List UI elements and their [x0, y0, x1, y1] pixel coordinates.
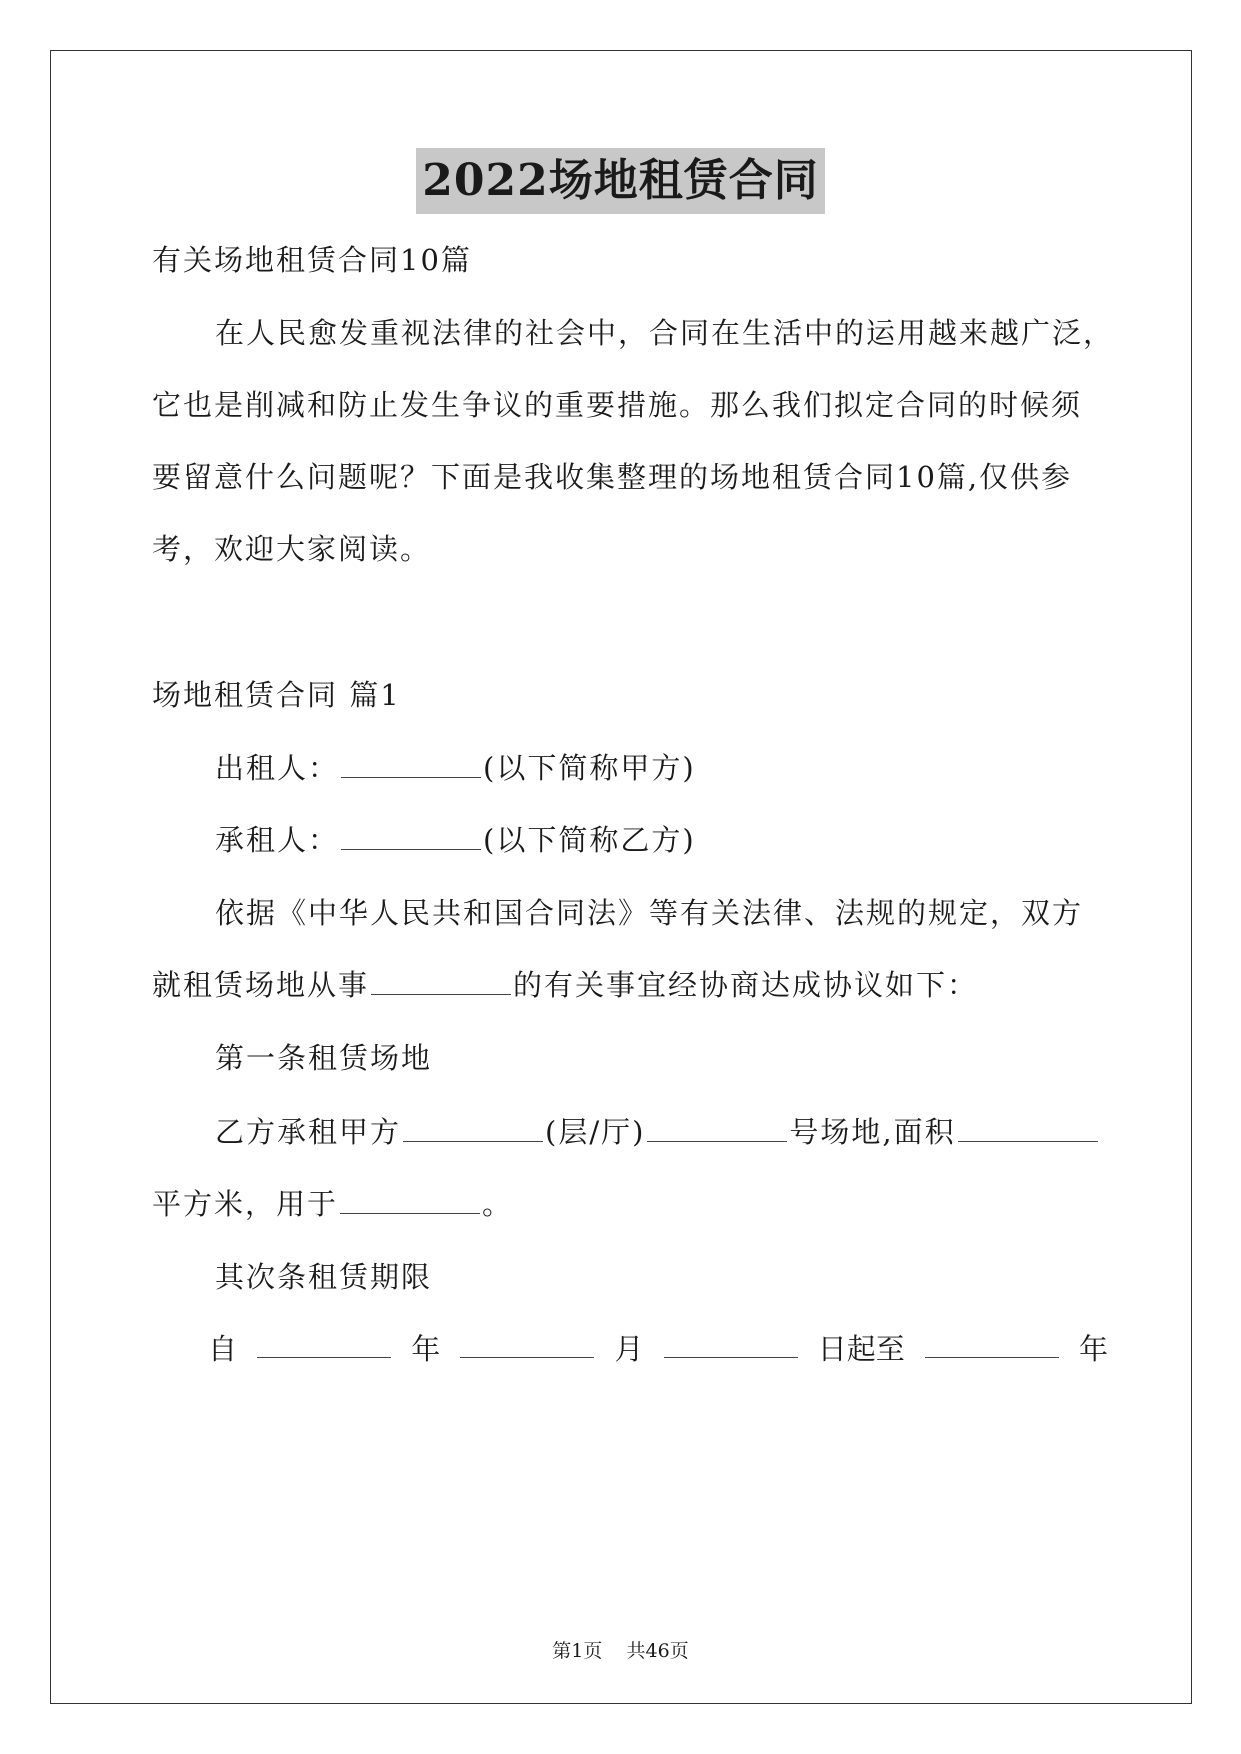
floor-blank[interactable] — [403, 1115, 543, 1142]
article1-line-2 — [152, 1186, 513, 1222]
article1-text-a: 乙方承租甲方 — [215, 1115, 402, 1149]
section-heading: 场地租赁合同 篇1 — [152, 678, 401, 712]
basis-suffix: 的有关事宜经协商达成协议如下： — [513, 968, 979, 1002]
lessor-line — [215, 750, 696, 786]
intro-line-4: 考，欢迎大家阅读。 — [152, 532, 432, 566]
basis-line-1: 依据《中华人民共和国合同法》等有关法律、法规的规定，双方 — [215, 896, 1084, 930]
site-number-blank[interactable] — [647, 1115, 787, 1142]
lessee-line — [215, 822, 696, 858]
lessor-suffix: (以下简称甲方) — [483, 751, 696, 785]
basis-prefix: 就租赁场地从事 — [152, 968, 370, 1002]
term-year: 年 — [411, 1332, 441, 1366]
term-from: 自 — [208, 1332, 238, 1366]
usage-blank[interactable] — [340, 1187, 480, 1214]
document-title: 2022场地租赁合同 — [416, 148, 824, 214]
article1-text-b: (层/厅) — [545, 1115, 646, 1149]
term-day-to: 日起至 — [817, 1332, 905, 1366]
area-blank[interactable] — [958, 1115, 1098, 1142]
intro-line-3: 要留意什么问题呢？下面是我收集整理的场地租赁合同10篇,仅供参 — [152, 460, 1073, 494]
end-year-blank[interactable] — [925, 1331, 1059, 1358]
start-month-blank[interactable] — [460, 1331, 594, 1358]
lessor-blank[interactable] — [341, 751, 481, 778]
page-footer — [0, 1636, 1241, 1663]
article1-text-c: 号场地,面积 — [789, 1115, 956, 1149]
page-border — [50, 50, 1192, 1704]
article1-text-e: 。 — [482, 1187, 514, 1221]
article2-heading: 其次条租赁期限 — [215, 1260, 433, 1294]
lessee-suffix: (以下简称乙方) — [483, 823, 696, 857]
article1-heading: 第一条租赁场地 — [215, 1041, 433, 1075]
start-day-blank[interactable] — [664, 1331, 798, 1358]
business-blank[interactable] — [371, 968, 511, 995]
start-year-blank[interactable] — [257, 1331, 391, 1358]
term-end-year: 年 — [1078, 1332, 1108, 1366]
subtitle: 有关场地租赁合同10篇 — [152, 243, 472, 277]
page-number: 第1页 — [552, 1640, 603, 1662]
article2-line-1 — [208, 1331, 1108, 1367]
lessee-blank[interactable] — [341, 823, 481, 850]
lessor-label: 出租人： — [215, 751, 340, 785]
term-month: 月 — [614, 1332, 644, 1366]
article1-text-d: 平方米，用于 — [152, 1187, 339, 1221]
lessee-label: 承租人： — [215, 823, 340, 857]
intro-line-2: 它也是削减和防止发生争议的重要措施。那么我们拟定合同的时候须 — [152, 388, 1083, 422]
intro-line-1: 在人民愈发重视法律的社会中，合同在生活中的运用越来越广泛， — [215, 316, 1115, 350]
article1-line-1 — [215, 1114, 1100, 1150]
title-container — [0, 148, 1241, 214]
page-total: 共46页 — [626, 1640, 689, 1662]
basis-line-2 — [152, 967, 978, 1003]
